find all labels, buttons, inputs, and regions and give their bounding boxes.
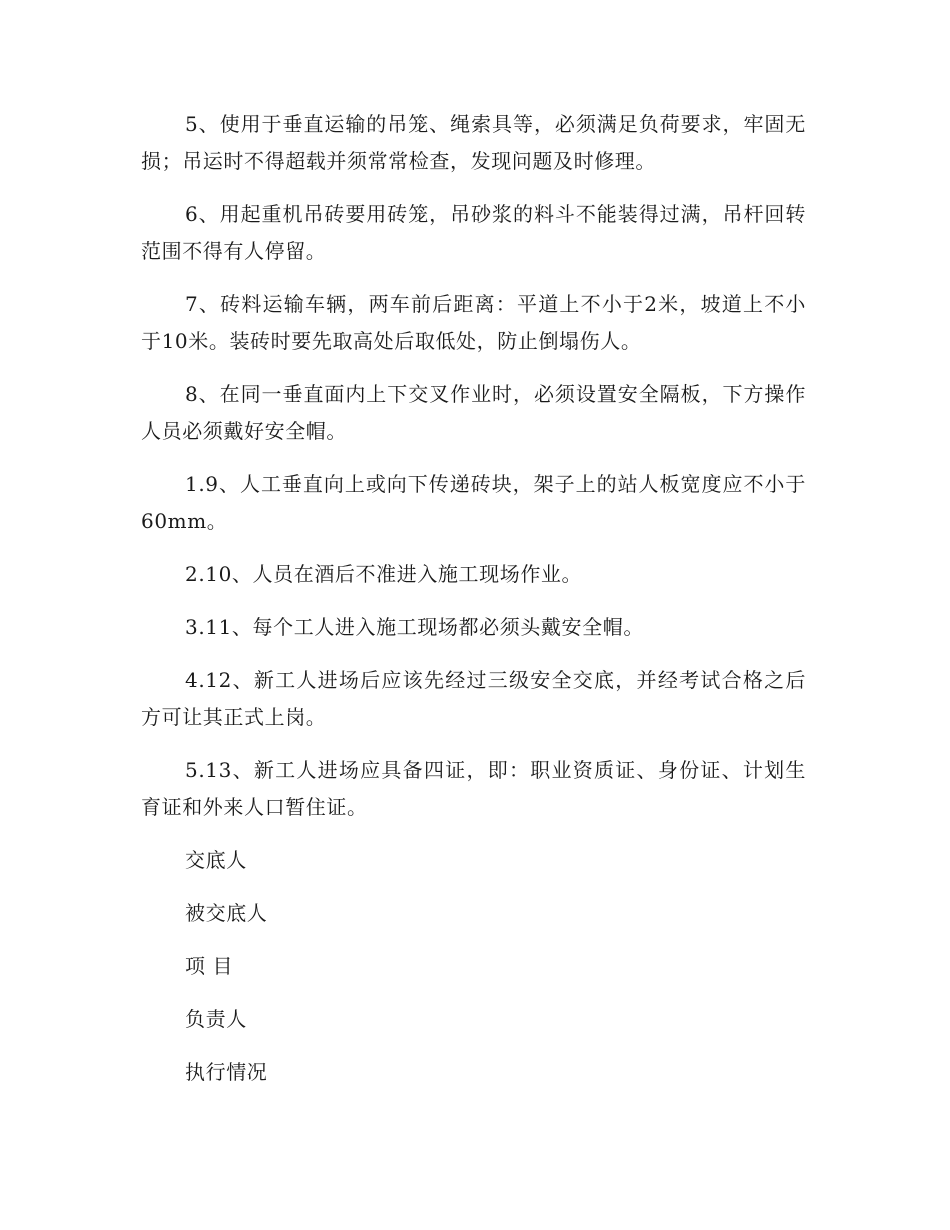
handover-person-label: 交底人 [185,848,247,872]
sign-off-section [141,842,806,1107]
paragraph-item-10: 2.10、人员在酒后不准进入施工现场作业。 [185,562,583,586]
paragraph-item-9: 1.9、人工垂直向上或向下传递砖块，架子上的站人板宽度应不小于60mm。 [141,472,806,533]
paragraph-item-8: 8、在同一垂直面内上下交叉作业时，必须设置安全隔板，下方操作人员必须戴好安全帽。 [141,382,806,443]
paragraph-item-13: 5.13、新工人进场应具备四证，即：职业资质证、身份证、计划生育证和外来人口暂住证。 [141,758,806,819]
paragraph-item-12: 4.12、新工人进场后应该先经过三级安全交底，并经考试合格之后方可让其正式上岗。 [141,668,806,729]
document-body [141,106,806,1107]
paragraph-item-6: 6、用起重机吊砖要用砖笼，吊砂浆的料斗不能装得过满，吊杆回转范围不得有人停留。 [141,202,806,263]
paragraph-item-7: 7、砖料运输车辆，两车前后距离：平道上不小于2米，坡道上不小于10米。装砖时要先取高处后取低处，防止倒塌伤人。 [141,292,806,353]
paragraph-item-11: 3.11、每个工人进入施工现场都必须头戴安全帽。 [185,615,644,639]
execution-status-label: 执行情况 [185,1060,268,1084]
paragraph-item-5: 5、使用于垂直运输的吊笼、绳索具等，必须满足负荷要求，牢固无损；吊运时不得超载并须常常检查，发现问题及时修理。 [141,112,806,173]
project-label: 项 目 [185,954,234,978]
recipient-label: 被交底人 [185,901,268,925]
responsible-person-label: 负责人 [185,1007,247,1031]
